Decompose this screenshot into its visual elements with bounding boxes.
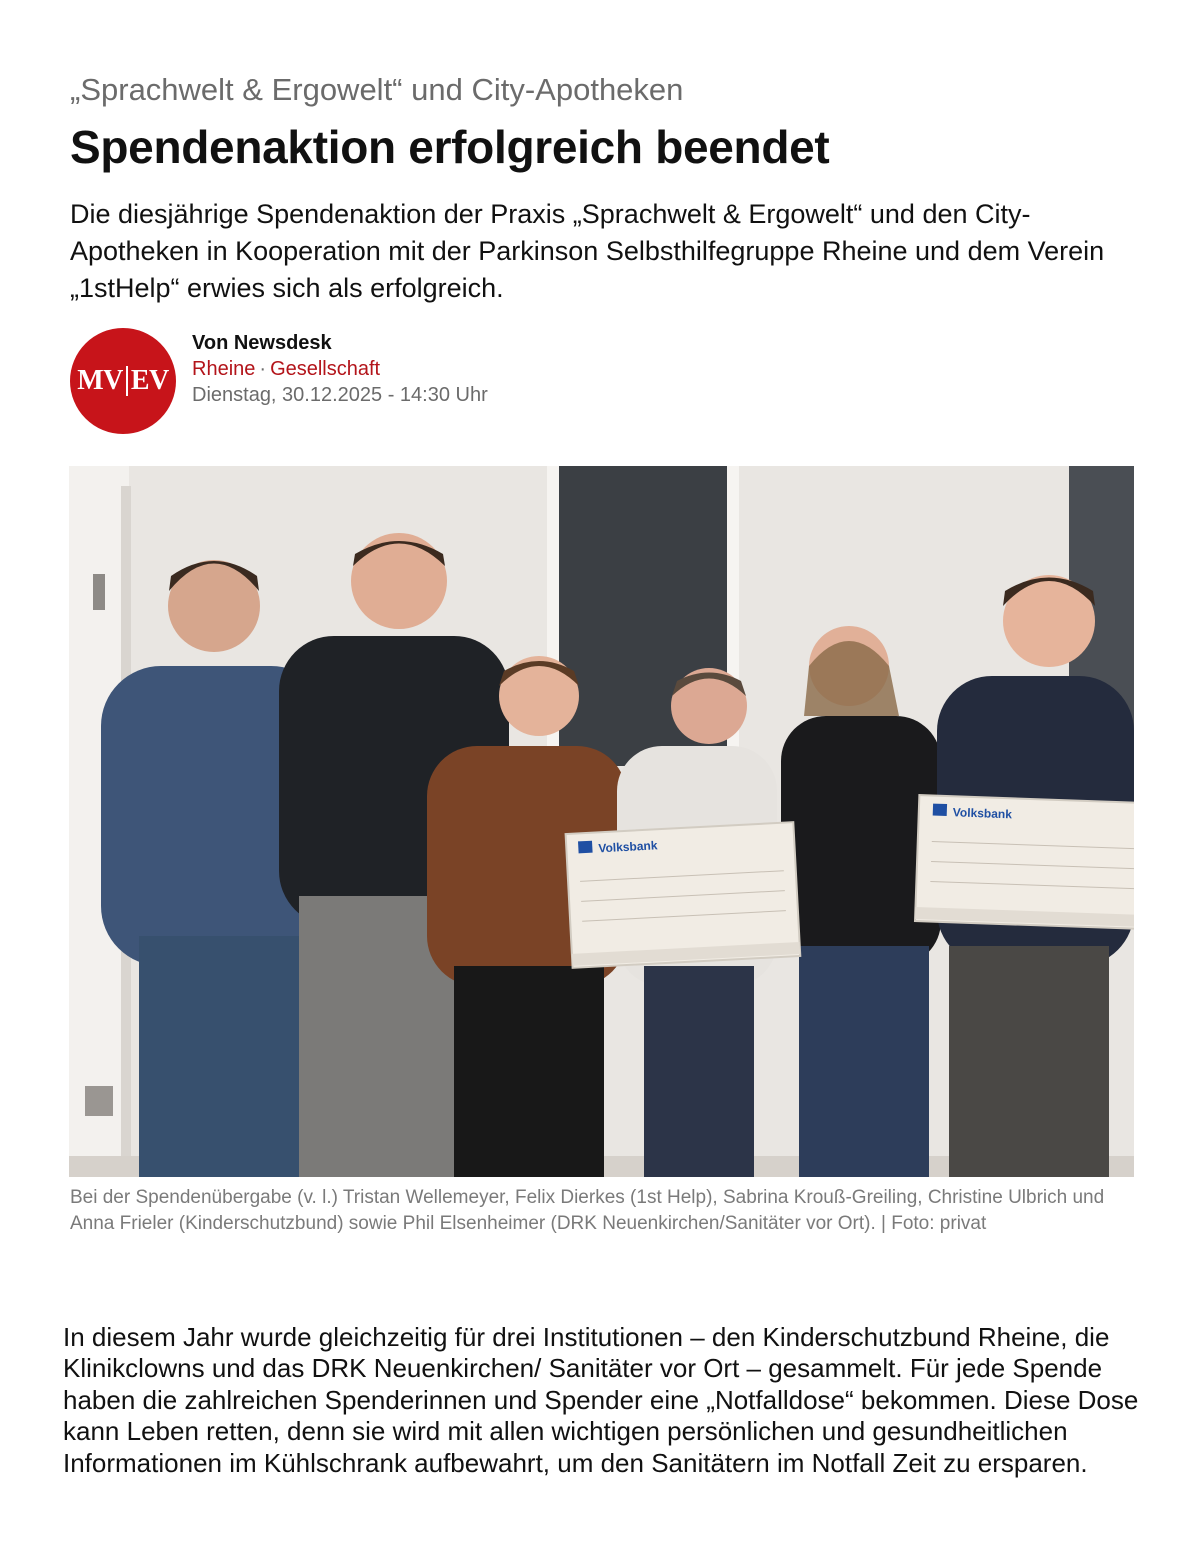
category-link-location[interactable]: Rheine bbox=[192, 358, 256, 380]
publish-date: Dienstag, 30.12.2025 - 14:30 Uhr bbox=[192, 384, 488, 406]
article-lead: Die diesjährige Spendenaktion der Praxis „Sprachwelt & Ergowelt“ und den City-Apotheken in Kooperation mit der Parkinson Selbsthilfegruppe Rheine und dem Verein „1stHelp“ erwies sich als erfolgreich. bbox=[70, 199, 1105, 303]
cheque-brand-2: Volksbank bbox=[952, 805, 1013, 822]
photo-caption: Bei der Spendenübergabe (v. l.) Tristan Wellemeyer, Felix Dierkes (1st Help), Sabrina Krouß-Greiling, Christine Ulbrich und Anna Frieler (Kinderschutzbund) sowie Phil Elsenheimer (DRK Neuenkirchen/Sanitäter vor Ort). | Foto: privat bbox=[70, 1187, 1105, 1234]
article-photo[interactable] bbox=[69, 466, 1134, 1177]
logo-text-left: MV bbox=[77, 365, 123, 396]
publisher-logo[interactable] bbox=[70, 328, 176, 434]
author-name: Von Newsdesk bbox=[192, 332, 332, 354]
logo-text-right: EV bbox=[130, 365, 169, 396]
article-headline: Spendenaktion erfolgreich beendet bbox=[70, 121, 830, 173]
article-body: In diesem Jahr wurde gleichzeitig für drei Institutionen – den Kinderschutzbund Rheine, die Klinikclowns und das DRK Neuenkirchen/ Sanitäter vor Ort – gesammelt. Für jede Spende haben die zahlreichen Spenderinnen und Spender eine „Notfalldose“ bekommen. Diese Dose kann Leben retten, denn sie wird mit allen wichtigen persönlichen und gesundheitlichen Informationen im Kühlschrank aufbewahrt, um den Sanitätern im Notfall Zeit zu ersparen. bbox=[63, 1322, 1139, 1478]
byline-meta bbox=[192, 330, 488, 408]
category-link-topic[interactable]: Gesellschaft bbox=[270, 358, 381, 380]
cheque-brand-1: Volksbank bbox=[598, 838, 658, 856]
article-kicker: „Sprachwelt & Ergowelt“ und City-Apotheken bbox=[70, 72, 684, 107]
category-links bbox=[192, 356, 488, 382]
category-separator: · bbox=[259, 358, 267, 380]
